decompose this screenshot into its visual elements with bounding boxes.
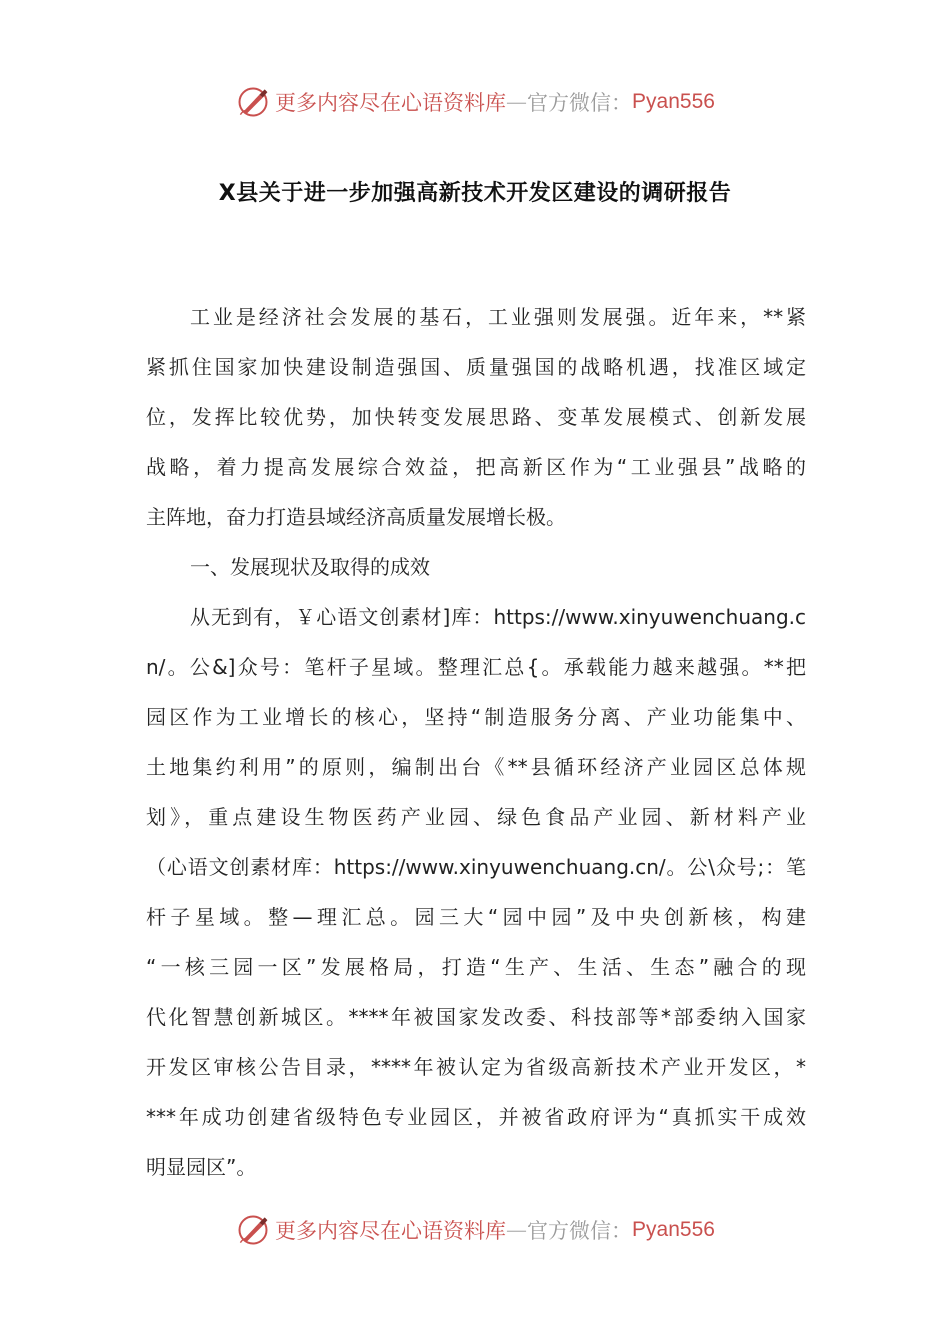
document-body	[146, 292, 806, 1192]
banner-dash: —	[506, 1218, 528, 1242]
body-line: 代化智慧创新城区。****年被国家发改委、科技部等*部委纳入国家	[146, 1005, 806, 1029]
body-line: 土地集约利用”的原则，编制出台《**县循环经济产业园区总体规	[146, 755, 806, 779]
body-line: 划》，重点建设生物医药产业园、绿色食品产业园、新材料产业	[146, 805, 806, 829]
banner-label: 官方微信：	[527, 91, 633, 115]
body-line: 主阵地，奋力打造县域经济高质量发展增长极。	[146, 505, 566, 529]
banner-wechat-id: Pyan556	[632, 1218, 715, 1241]
body-line: 从无到有，￥心语文创素材]库：https://www.xinyuwenchuang.c	[190, 605, 806, 629]
banner-label: 官方微信：	[527, 1219, 633, 1243]
banner-text: 更多内容尽在心语资料库	[275, 1219, 507, 1243]
body-line: n/。公&]众号：笔杆子星域。整理汇总{。承载能力越来越强。**把	[146, 655, 806, 679]
footer-banner	[0, 1210, 950, 1250]
header-banner	[0, 82, 950, 122]
body-line: 工业是经济社会发展的基石，工业强则发展强。近年来，**紧	[190, 305, 806, 329]
body-line: ***年成功创建省级特色专业园区，并被省政府评为“真抓实干成效	[146, 1105, 806, 1129]
banner-wechat-id: Pyan556	[632, 90, 715, 113]
body-line: 战略，着力提高发展综合效益，把高新区作为“工业强县”战略的	[146, 455, 806, 479]
body-line: 紧抓住国家加快建设制造强国、质量强国的战略机遇，找准区域定	[146, 355, 806, 379]
body-line: （心语文创素材库：https://www.xinyuwenchuang.cn/。公\众号;：笔	[146, 855, 806, 879]
pen-logo-icon	[235, 1212, 271, 1248]
body-line: “一核三园一区”发展格局，打造“生产、生活、生态”融合的现	[146, 955, 806, 979]
body-line: 杆子星域。整—理汇总。园三大“园中园”及中央创新核，构建	[146, 905, 806, 929]
pen-logo-icon	[235, 84, 271, 120]
body-line: 明显园区”。	[146, 1155, 257, 1179]
body-line: 位，发挥比较优势，加快转变发展思路、变革发展模式、创新发展	[146, 405, 806, 429]
banner-dash: —	[506, 90, 528, 114]
document-title: X县关于进一步加强高新技术开发区建设的调研报告	[218, 181, 732, 206]
body-line: 开发区审核公告目录，****年被认定为省级高新技术产业开发区，*	[146, 1055, 806, 1079]
section-heading: 一、发展现状及取得的成效	[190, 555, 430, 579]
banner-text: 更多内容尽在心语资料库	[275, 91, 507, 115]
body-line: 园区作为工业增长的核心，坚持“制造服务分离、产业功能集中、	[146, 705, 806, 729]
